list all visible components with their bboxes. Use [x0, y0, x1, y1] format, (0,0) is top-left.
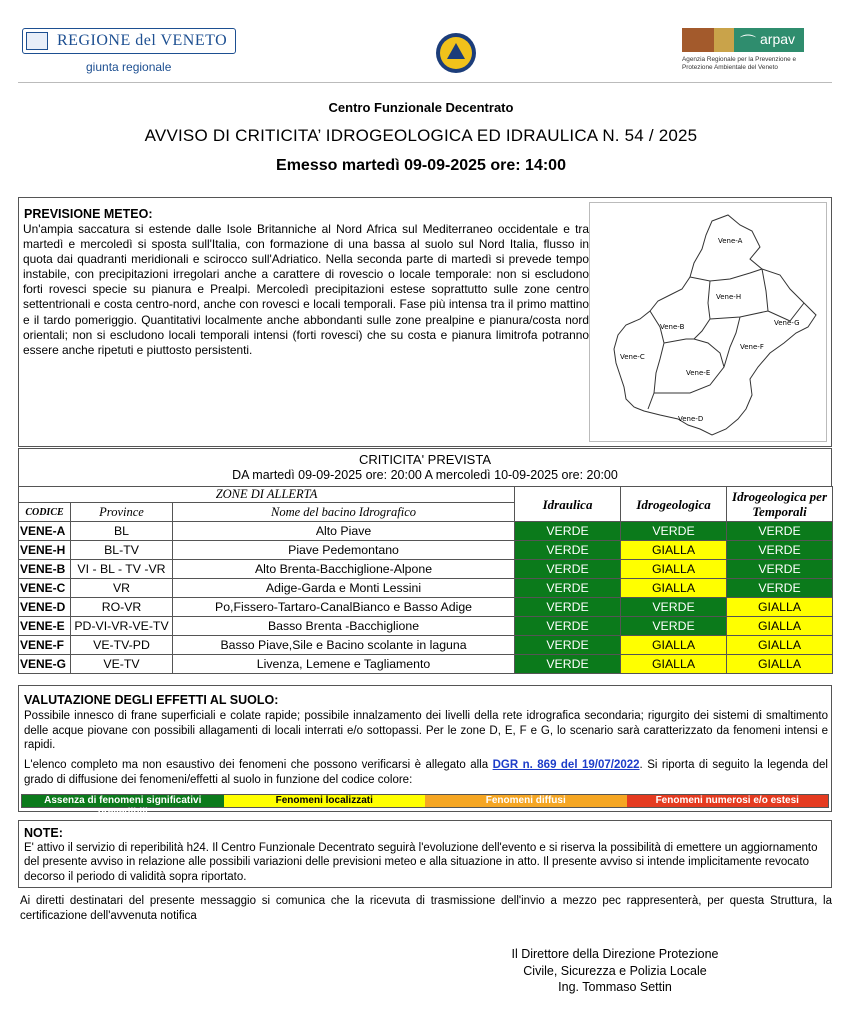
- level-temporali: VERDE: [727, 522, 833, 541]
- zone-row: [19, 560, 833, 579]
- meteo-text: Un'ampia saccatura si estende dalle Isole Britanniche al Nord Africa sul Mediterraneo occidentale e tra martedì e mercoledì si sposta sull'Italia, con formazione di una bassa al suolo sul Nord Italia, flusso in quota dai quadranti meridionali e scirocco sull'Adriatico. Nella seconda parte di martedì si prevede tempo instabile, con precipitazioni irregolari anche a carattere di rovescio o locale temporale: non si escludono forti rovesci specie su pianura e Prealpi. Mercoledì precipitazioni estese soprattutto sulle zone centro settentrionali e costa centro-nord, anche con rovesci e locali temporali. Fase più intensa tra il primo mattino e il tardo pomeriggio. Quantitativi localmente anche abbondanti sulle zone prealpine e pianura/costa nord orientali; non si escludono locali temporali intensi (forti rovesci) che su costa e pianura limitrofa potranno essere anche ripetuti e piuttosto persistenti.: [23, 222, 589, 357]
- zone-code: VENE-A: [19, 522, 71, 541]
- zone-province: VR: [71, 579, 173, 598]
- zone-code: VENE-D: [19, 598, 71, 617]
- lion-crest-icon: [26, 32, 48, 50]
- legend-green: Assenza di fenomeni significativi prevedibili: [22, 795, 224, 807]
- col-codice: CODICE: [19, 503, 71, 522]
- legend-red: Fenomeni numerosi e/o estesi: [627, 795, 829, 807]
- avviso-title: AVVISO DI CRITICITA’ IDROGEOLOGICA ED IDRAULICA N. 54 / 2025: [144, 126, 698, 145]
- level-idraulica: VERDE: [515, 655, 621, 674]
- zone-province: RO-VR: [71, 598, 173, 617]
- zone-row: [19, 522, 833, 541]
- zone-row: [19, 636, 833, 655]
- level-idrogeologica: VERDE: [621, 617, 727, 636]
- zone-code: VENE-C: [19, 579, 71, 598]
- emission-date: Emesso martedì 09-09-2025 ore: 14:00: [276, 157, 566, 174]
- map-border-bh: [694, 281, 710, 339]
- map-label-vene-c: Vene-C: [620, 353, 645, 361]
- legend-orange: Fenomeni diffusi: [425, 795, 627, 807]
- level-idraulica: VERDE: [515, 522, 621, 541]
- zone-row: [19, 598, 833, 617]
- meteo-section: [18, 197, 832, 447]
- signature-name: Ing. Tommaso Settin: [558, 980, 672, 994]
- map-label-vene-d: Vene-D: [678, 415, 704, 423]
- map-label-vene-b: Vene-B: [660, 323, 685, 331]
- criticita-period: DA martedì 09-09-2025 ore: 20:00 A mercoledì 10-09-2025 ore: 20:00: [232, 468, 618, 482]
- arpav-name: arpav: [760, 31, 796, 47]
- col-idraulica: Idraulica: [515, 487, 621, 522]
- dgr-link[interactable]: DGR n. 869 del 19/07/2022: [492, 759, 640, 771]
- zone-row: [19, 579, 833, 598]
- map-border-hg: [762, 269, 804, 321]
- level-idrogeologica: GIALLA: [621, 579, 727, 598]
- zone-code: VENE-B: [19, 560, 71, 579]
- map-label-vene-g: Vene-G: [774, 319, 800, 327]
- zone-province: BL-TV: [71, 541, 173, 560]
- arpav-tagline: Agenzia Regionale per la Prevenzione e Protezione Ambientale del Veneto: [682, 56, 797, 71]
- regione-veneto-logo: [22, 28, 238, 76]
- zone-bacino: Po,Fissero-Tartaro-CanalBianco e Basso Adige: [173, 598, 515, 617]
- zone-row: [19, 541, 833, 560]
- triangle-icon: [447, 43, 465, 59]
- level-idraulica: VERDE: [515, 579, 621, 598]
- map-label-vene-a: Vene-A: [718, 237, 743, 245]
- valutazione-section: [18, 685, 832, 818]
- level-idraulica: VERDE: [515, 541, 621, 560]
- level-idrogeologica: GIALLA: [621, 636, 727, 655]
- arpav-logo: [682, 28, 808, 76]
- zone-bacino: Basso Brenta -Bacchiglione: [173, 617, 515, 636]
- level-idraulica: VERDE: [515, 636, 621, 655]
- col-idrogeologica: Idrogeologica: [621, 487, 727, 522]
- map-border-ab: [690, 269, 762, 281]
- zones-table: [18, 486, 833, 674]
- arpav-photo-icon: [682, 28, 714, 52]
- zone-province: BL: [71, 522, 173, 541]
- zone-row: [19, 617, 833, 636]
- region-subtitle: giunta regionale: [86, 60, 172, 74]
- level-temporali: GIALLA: [727, 655, 833, 674]
- valutazione-reference: L'elenco completo ma non esaustivo dei fenomeni che possono verificarsi è allegato alla DGR n. 869 del 19/07/2022. Si riporta di seguito la legenda del grado di diffusione dei fenomeni/effetti al suolo in funzione del codice colore:: [24, 759, 828, 786]
- zone-code: VENE-F: [19, 636, 71, 655]
- valutazione-heading: VALUTAZIONE DEGLI EFFETTI AL SUOLO:: [24, 693, 279, 707]
- region-name: REGIONE del VENETO: [57, 32, 228, 49]
- arpav-mark-icon: ⌒: [740, 35, 757, 52]
- valutazione-text: Possibile innesco di frane superficiali e colate rapide; possibile innalzamento dei livelli della rete idrografica secondaria; rigurgito dei sistemi di smaltimento delle acque piovane con possibili allagamenti di locali interrati e/o sottopassi. Per le zone D, E, F e G, lo scenario sarà caratterizzato da fenomeni intensi e rapidi.: [24, 710, 828, 752]
- zone-code: VENE-E: [19, 617, 71, 636]
- protezione-civile-logo: [436, 33, 476, 73]
- zone-code: VENE-H: [19, 541, 71, 560]
- zone-bacino: Adige-Garda e Monti Lessini: [173, 579, 515, 598]
- level-idraulica: VERDE: [515, 598, 621, 617]
- centro-funzionale-title: Centro Funzionale Decentrato: [328, 100, 514, 115]
- zone-bacino: Alto Piave: [173, 522, 515, 541]
- level-idrogeologica: VERDE: [621, 598, 727, 617]
- level-temporali: GIALLA: [727, 598, 833, 617]
- col-bacino: Nome del bacino Idrografico: [173, 503, 515, 522]
- criticita-title: CRITICITA' PREVISTA: [358, 452, 491, 467]
- level-idraulica: VERDE: [515, 560, 621, 579]
- zone-bacino: Basso Piave,Sile e Bacino scolante in laguna: [173, 636, 515, 655]
- level-temporali: GIALLA: [727, 636, 833, 655]
- level-temporali: VERDE: [727, 541, 833, 560]
- level-idrogeologica: GIALLA: [621, 560, 727, 579]
- map-label-vene-f: Vene-F: [740, 343, 764, 351]
- level-idrogeologica: GIALLA: [621, 541, 727, 560]
- legend-yellow: Fenomeni localizzati: [224, 795, 426, 807]
- veneto-zones-map: [590, 203, 828, 443]
- zone-bacino: Alto Brenta-Bacchiglione-Alpone: [173, 560, 515, 579]
- zone-province: VI - BL - TV -VR: [71, 560, 173, 579]
- level-temporali: VERDE: [727, 579, 833, 598]
- note-section: [18, 820, 832, 888]
- map-border-be: [664, 339, 724, 367]
- signature-block: [420, 946, 810, 996]
- zone-province: VE-TV-PD: [71, 636, 173, 655]
- level-temporali: GIALLA: [727, 617, 833, 636]
- arpav-photo2-icon: [714, 28, 734, 52]
- level-temporali: VERDE: [727, 560, 833, 579]
- criticita-header: [18, 448, 832, 486]
- zone-allerta-header: ZONE DI ALLERTA: [19, 487, 515, 503]
- destinatari-text: Ai diretti destinatari del presente messaggio si comunica che la ricevuta di trasmissione dell'invio a mezzo pec rappresenterà, per questa Struttura, la certificazione dell'avvenuta notifica: [20, 895, 832, 922]
- level-idrogeologica: VERDE: [621, 522, 727, 541]
- col-province: Province: [71, 503, 173, 522]
- meteo-heading: PREVISIONE METEO:: [24, 207, 153, 221]
- regione-veneto-frame: [22, 28, 236, 54]
- note-heading: NOTE:: [24, 826, 63, 840]
- map-label-vene-h: Vene-H: [716, 293, 742, 301]
- map-label-vene-e: Vene-E: [686, 369, 711, 377]
- zone-province: PD-VI-VR-VE-TV: [71, 617, 173, 636]
- zone-province: VE-TV: [71, 655, 173, 674]
- zone-bacino: Piave Pedemontano: [173, 541, 515, 560]
- zone-code: VENE-G: [19, 655, 71, 674]
- map-border-hf: [710, 311, 768, 319]
- signature-line-1: Il Direttore della Direzione Protezione: [511, 947, 719, 961]
- zone-map: [589, 202, 827, 442]
- col-temporali: Idrogeologica per Temporali: [727, 487, 833, 522]
- header-divider: [18, 82, 832, 83]
- level-idrogeologica: GIALLA: [621, 655, 727, 674]
- signature-line-2: Civile, Sicurezza e Polizia Locale: [523, 963, 707, 978]
- color-legend: [21, 794, 829, 818]
- zone-row: [19, 655, 833, 674]
- level-idraulica: VERDE: [515, 617, 621, 636]
- note-text: E' attivo il servizio di reperibilità h24. Il Centro Funzionale Decentrato seguirà l'evoluzione dell'evento e si riserva la possibilità di emettere un aggiornamento del presente avviso in relazione alle possibili variazioni delle previsioni meteo e alla situazione in atto. Il presente avviso si intende implicitamente revocato decorso il periodo di validità sopra riportato.: [24, 842, 818, 883]
- zone-bacino: Livenza, Lemene e Tagliamento: [173, 655, 515, 674]
